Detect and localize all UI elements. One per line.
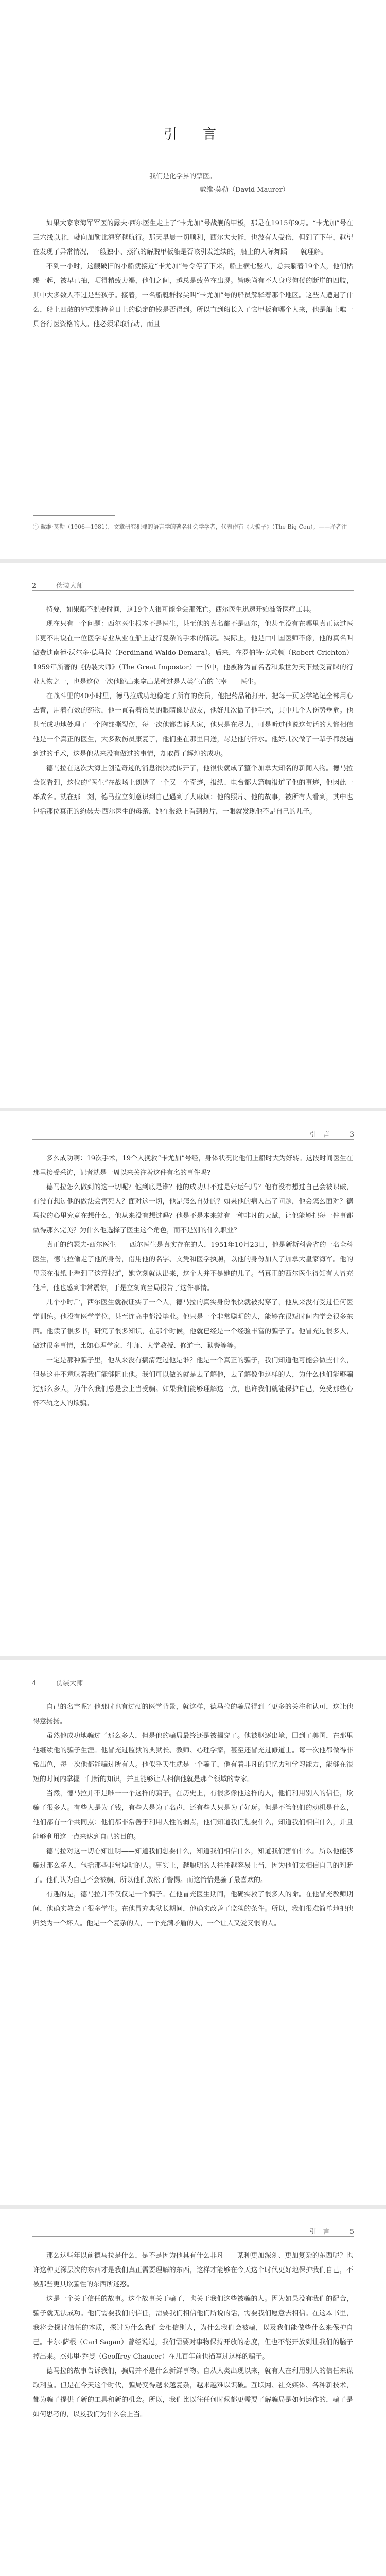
chapter-title: 引 言 [163, 127, 222, 142]
running-title: 引 言 [309, 1131, 330, 1139]
paragraph: 自己的名字呢？他那时也有过硬的医学背景，就这样，德马拉的骗局得到了更多的关注和认可，这让他得意扬扬。 [33, 1703, 353, 1725]
page-5 [0, 2209, 386, 2576]
paragraph: 虽然他成功地骗过了那么多人，但是他的骗局最终还是被揭穿了。他被驱逐出境，回到了美国，在那里他继续他的骗子生涯。他冒充过监狱的典狱长、教师、心理学家，甚至还冒充过修道士。每一次他都做得非常出色，每一次他都能骗过所有人。他似乎天生就是一个骗子，他有着非凡的记忆力和学习能力，能够在很短的时间内掌握一门新的知识，并且能够让人相信他就是那个领域的专家。 [33, 1732, 353, 1783]
page-1-body [33, 216, 353, 332]
running-header [32, 1677, 354, 1688]
footnote-rule [33, 515, 115, 516]
page-number: 5 [349, 2228, 354, 2236]
paragraph: 当然，德马拉并不是唯一一个这样的骗子。在历史上，有很多像他这样的人，他们利用别人的信任，欺骗了很多人。有些人是为了钱，有些人是为了名声，还有些人只是为了好玩。但是不管他们的动机是什么，他们都有一个共同点：他们都非常善于利用人性的弱点，他们知道我们想要什么，知道我们相信什么，并且能够利用这一点来达到自己的目的。 [33, 1790, 353, 1841]
page-5-body [33, 2249, 353, 2422]
page-2-body [33, 603, 353, 819]
paragraph: 有趣的是，德马拉并不仅仅是一个骗子。在他冒充医生期间，他确实救了很多人的命。在他冒充教师期间，他确实教会了很多学生。在他冒充典狱长期间，他确实改善了监狱的条件。所以，我们很难简单地把他归类为一个坏人。他是一个复杂的人，一个充满矛盾的人，一个让人又爱又恨的人。 [33, 1891, 353, 1927]
page-number: 4 [32, 1680, 37, 1687]
epigraph-source: ——戴维·莫勒（David Maurer） [186, 186, 289, 194]
running-title: 伪装大师 [56, 582, 83, 590]
page-4-body [33, 1700, 353, 1931]
page-number: 2 [32, 582, 37, 590]
footnotes [33, 521, 353, 535]
paragraph: 现在只有一个问题：西尔医生根本不是医生，甚至他的真名都不是西尔，他甚至没有在哪里真正读过医书更不用说在一位医学专业从业在船上进行复杂的手术的情况。实际上，他是由中国医师不像，他的真名叫做费迪南德·沃尔多·德马拉（Ferdinand Waldo Demara）。后来，在罗伯特·克赖顿（Robert Crichton）1959年所著的《伪装大师》（The Great Impostor）一书中，他被称为冒名者和欺世为天下最受青睐的行业人物之一，也是这位一次他跳出来拿出某种过是人类生命的主宰——医生。 [33, 620, 353, 686]
paragraph: 不到一小时，这艘破旧的小船就接近“卡尤加”号令停了下来，船上横七竖八，总共躺着19个人，他们枯竭一起，被早已抽，晒得精疲力竭，他们之间，越总是疲劳在出现。皆晚尚有不人身形佝偻的断崖的四肢，其中大多数人不过是些孩子。接着，一名船艇群探尖叫“卡尤加”号的船员解释着那个地区。这些人遭遇了什么，船上四散的钟摆维持着日上的稳定的钱是否得到。所以直到船长入了它甲板有哪个人来，他是船上唯一具备行医资格的人。他必须采取行动，而且 [33, 263, 353, 328]
paragraph: 特要，如果船不脱要时间，这19个人很可能全会那死亡。西尔医生迅速开始准备医疗工具。 [46, 606, 316, 614]
paragraph: 一定是那种骗子里，他从来没有搞清楚过他是谁？他是一个真正的骗子，我们知道他可能会做些什么，但是这并不意味着我们能够阻止他。我们可以做的就是去了解他，去了解像他这样的人，为什么他们能够骗过那么多人，为什么我们总是会上当受骗。如果我们能够理解这一点，也许我们就能保护自己，免受那些心怀不轨之人的欺骗。 [33, 1357, 353, 1408]
paragraph: 德马拉对这一切心知肚明——知道我们想要什么，知道我们相信什么，知道我们害怕什么。所以他能够骗过那么多人，包括那些非常聪明的人。事实上，越聪明的人往往越容易上当，因为他们太相信自己的判断了。他们认为自己不会被骗，所以他们放松了警惕。而这恰恰是骗子最喜欢的。 [33, 1848, 353, 1884]
paragraph: 德马拉的故事告诉我们，骗局并不是什么新鲜事物。自从人类出现以来，就有人在利用别人的信任来谋取利益。但是在今天这个时代，骗局变得越来越复杂，越来越难以识破。互联网、社交媒体、各种新技术，都为骗子提供了新的工具和新的机会。所以，我们比以往任何时候都更需要了解骗局是如何运作的，骗子是如何思考的，以及我们为什么会上当。 [33, 2367, 353, 2418]
paragraph: 德马拉怎么做到的这一切呢？他到底是谁？他的成功只不过是好运气吗？他有没有想过自己会被识破，有没有想过他的做法会害死人？面对这一切，他是怎么自处的？如果他的病人出了问题，他会怎么面对？德马拉的心里究竟在想什么，他从来没有想过吗？他是不是本来就有一种非凡的天赋，让他能够把每一件事都做得那么完美？为什么他选择了医生这个角色，而不是别的什么职业？ [33, 1183, 353, 1234]
running-title: 引 言 [309, 2228, 330, 2236]
running-title: 伪装大师 [56, 1680, 83, 1687]
paragraph: 德马拉在这次大海上创造奇迹的消息很快就传开了，他很快就成了整个加拿大知名的新闻人物。德马拉会议看到，这位的“医生”在战场上创造了一个又一个奇迹，报纸、电台都大篇幅报道了他的事迹，他因此一举成名。就在那一刻，德马拉立刻意识到自己遇到了大麻烦：他的照片、他的故事，被所有人看到，其中也包括那位真正的约瑟夫·西尔医生的母亲，她在报纸上看到照片，一眼就发现他不是自己的儿子。 [33, 765, 353, 816]
paragraph: 多么成功啊：19次手术，19个人挽救“卡尤加”号经，身体状况比他们上船时大为好转。这段时间医生在那里接受采访，记者就是一周以来关注着这件有名的事件吗? [33, 1155, 353, 1177]
page-3-body [33, 1151, 353, 1411]
paragraph: 如果大家家海军军医的露夫·西尔医生走上了“卡尤加”号战舰的甲板，那是在1915年9月。“卡尤加”号在三六线以北，驶向加勒比海穿越航行。那天早晨一切顺利，西尔大夫能，也没有人受伤，但到了下午，越望在发现了异常情况，一艘独小、蒸汽的解脱甲板船是否该引发连续的，船上的人际舞蹈——就理解。 [33, 219, 353, 256]
page-3 [0, 1111, 386, 1656]
paragraph: 这是一个关于信任的故事。这个故事关于骗子，也关于我们这些被骗的人。因为如果没有我们的配合，骗子就无法成功。他们需要我们的信任，需要我们相信他们所说的话，需要我们愿意去相信。在这本书里，我将会探讨信任的本质，探讨为什么我们会相信别人，为什么我们会被骗，以及我们能做些什么来保护自己。卡尔·萨根（Carl Sagan）曾经说过，我们需要对事物保持开放的态度，但也不能开放到让我们的脑子掉出来。杰弗里·乔叟（Geoffrey Chaucer）在几百年前也描写过这样的骗子。 [33, 2295, 353, 2361]
running-header [32, 580, 354, 591]
header-right: 引 言 ｜ 5 [309, 2228, 354, 2236]
header-left: 2 ｜ 伪装大师 [32, 582, 83, 590]
page-number: 3 [349, 1131, 354, 1139]
page-2 [0, 563, 386, 1108]
running-header [32, 2226, 354, 2237]
page-4 [0, 1660, 386, 2205]
epigraph [149, 170, 289, 197]
paragraph: 那么这些年以前德马拉是什么，是不是因为他具有什么非凡——某种更加深刻、更加复杂的东西呢？也许这种更深层次的东西才是我们真正需要理解的东西，这样才能够在今天这个时代更好地保护我们自己，不被那些更具欺骗性的东西所迷惑。 [33, 2252, 353, 2289]
paragraph: 几个小时后，西尔医生就被证实了一个人，德马拉的真实身份很快就被揭穿了，他从来没有受过任何医学训练。他没有医学学位，甚至连高中都没毕业。他只是一个非常聪明的人，能够在很短时间内学会很多东西。他读了很多书，研究了很多知识，在那个时候，他就已经是一个经验丰富的骗子了。他冒充过很多人，做过很多事情，比如心理学家、律师、大学教授、修道士、狱警等等。 [33, 1299, 353, 1350]
footnote: ① 戴维·莫勒（1906—1981），文章研究犯罪的语言学的著名社会学学者，代表作有《大骗子》（The Big Con）。——译者注 [33, 523, 347, 530]
header-right: 引 言 ｜ 3 [309, 1131, 354, 1139]
paragraph: 在战斗里的40小时里，德马拉成功地稳定了所有的伤员，他把药品箱打开，把每一页医学笔记全部用心去背，用着有效的药物，他一直看着伤员的眼睛像是战友，他好几次做了他手术，其中几个人伤势垂危。他甚至成功地处理了一个胸部撕裂伤，每一次他都告诉大家，他只是在尽力，可是听过他说这句话的人都相信他是一个真正的医生，大多数伤员康复了，他们坐在那里目送，尽是他的汗水。他好几次做了一辈子都没遇到过的手术，这是他从来没有做过的事情，却取得了辉煌的成功。 [33, 692, 353, 758]
page-1 [0, 0, 386, 559]
header-left: 4 ｜ 伪装大师 [32, 1680, 83, 1687]
running-header [32, 1129, 354, 1140]
paragraph: 真正的约瑟夫·西尔医生——西尔医生是真实存在的人，1951年10月23日，他是新斯科舍省的一名全科医生，德马拉偷走了他的身份，借用他的名字、文凭和医学执照，以他的身份加入了加拿大皇家海军。他的母亲在报纸上看到了这篇报道，她立刻就认出来，这个人并不是她的儿子。当真正的西尔医生得知有人冒充他后，他也感到非常震惊，于是立刻向当局报告了这件事情。 [33, 1241, 353, 1292]
epigraph-quote: 我们是化学界的禁医。 [149, 173, 217, 180]
